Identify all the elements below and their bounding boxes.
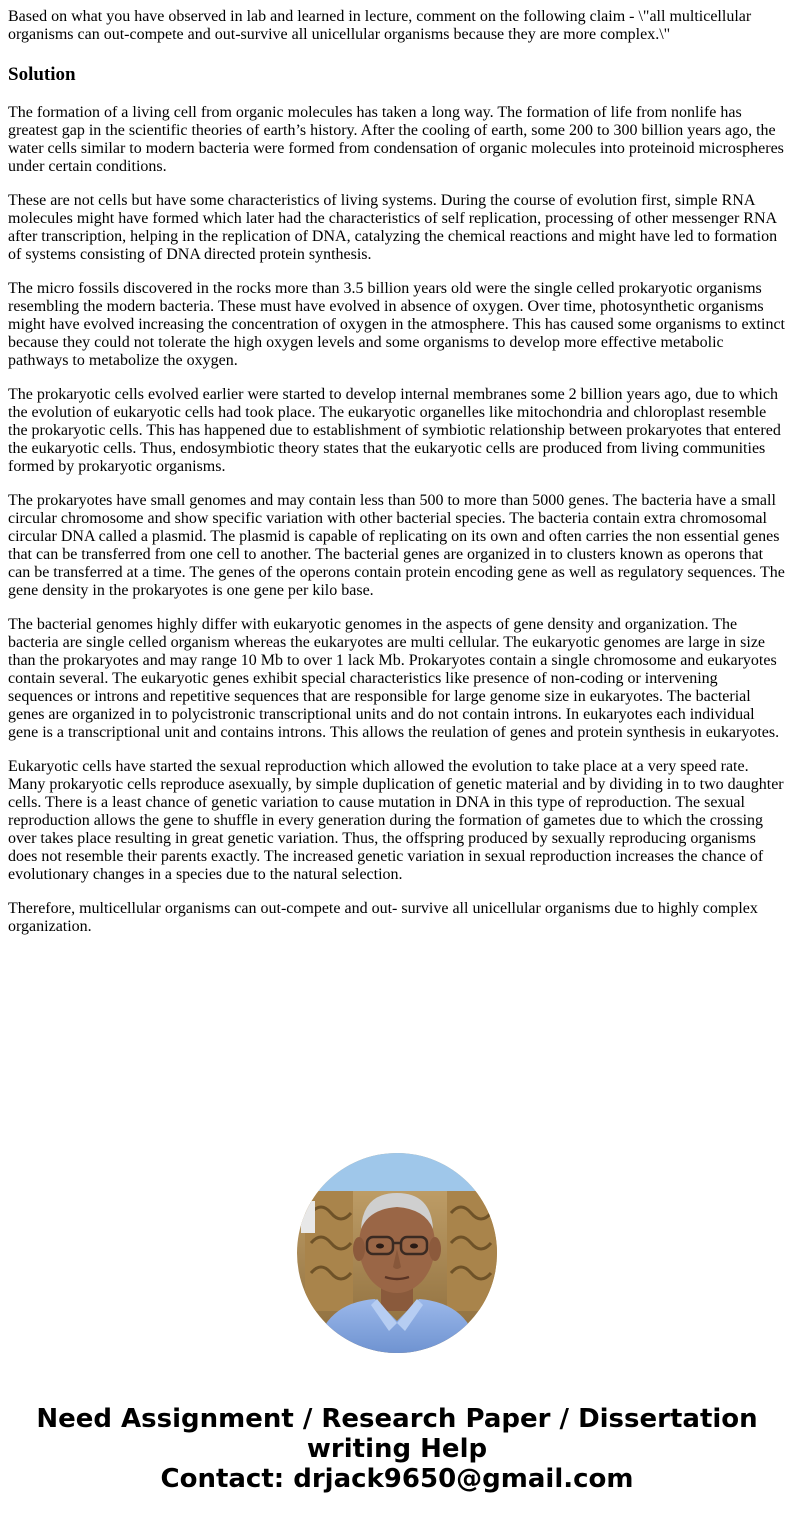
- conclusion-paragraph: Therefore, multicellular organisms can out-compete and out- survive all unicellular organisms due to highly complex organization.: [8, 900, 758, 935]
- document-body: [8, 8, 786, 936]
- question-text: Based on what you have observed in lab and learned in lecture, comment on the following claim - \"all multicellular organisms can out-compete and out-survive all unicellular organisms because they are more complex.\": [8, 8, 752, 43]
- author-avatar: [297, 1153, 497, 1353]
- author-portrait: [297, 1153, 497, 1353]
- solution-paragraph-1: The formation of a living cell from organic molecules has taken a long way. The formation of life from nonlife has greatest gap in the scientific theories of earth’s history. After the cooling of earth, some 200 to 300 billion years ago, the water cells similar to modern bacteria were formed from condensation of organic molecules into proteinoid microspheres under certain conditions.: [8, 104, 784, 175]
- solution-heading: Solution: [8, 64, 76, 85]
- solution-paragraph-2: These are not cells but have some characteristics of living systems. During the course of evolution first, simple RNA molecules might have formed which later had the characteristics of self replication, processing of other messenger RNA after transcription, helping in the replication of DNA, catalyzing the chemical reactions and might have led to formation of systems consisting of DNA directed protein synthesis.: [8, 192, 778, 263]
- solution-paragraph-6: The bacterial genomes highly differ with eukaryotic genomes in the aspects of gene density and organization. The bacteria are single celled organism whereas the eukaryotes are multi cellular. The eukaryotic genomes are large in size than the prokaryotes and may range 10 Mb to over 1 lack Mb. Prokaryotes contain a single chromosome and eukaryotes contain several. The eukaryotic genes exhibit special characteristics like presence of non-coding or intervening sequences or introns and repetitive sequences that are responsible for large genome size in eukaryotes. The bacterial genes are organized in to polycistronic transcriptional units and do not contain introns. In eukaryotes each individual gene is a transcriptional unit and contains introns. This allows the reulation of genes and protein synthesis in eukaryotes.: [8, 616, 780, 741]
- solution-paragraph-4: The prokaryotic cells evolved earlier were started to develop internal membranes some 2 billion years ago, due to which the evolution of eukaryotic cells had took place. The eukaryotic organelles like mitochondria and chloroplast resemble the prokaryotic cells. This has happened due to establishment of symbiotic relationship between prokaryotes that entered the eukaryotic cells. Thus, endosymbiotic theory states that the eukaryotic cells are produced from living communities formed by prokaryotic organisms.: [8, 386, 781, 475]
- solution-paragraph-5: The prokaryotes have small genomes and may contain less than 500 to more than 5000 genes. The bacteria have a small circular chromosome and show specific variation with other bacterial species. The bacteria contain extra chromosomal circular DNA called a plasmid. The plasmid is capable of replicating on its own and often carries the non essential genes that can be transferred from one cell to another. The bacterial genes are organized in to clusters known as operons that can be transferred at a time. The genes of the operons contain protein encoding gene as well as regulatory sequences. The gene density in the prokaryotes is one gene per kilo base.: [8, 492, 785, 599]
- solution-paragraph-7: Eukaryotic cells have started the sexual reproduction which allowed the evolution to take place at a very speed rate. Many prokaryotic cells reproduce asexually, by simple duplication of genetic material and by dividing in to two daughter cells. There is a least chance of genetic variation to cause mutation in DNA in this type of reproduction. The sexual reproduction allows the gene to shuffle in every generation during the formation of gametes due to which the crossing over takes place resulting in great genetic variation. Thus, the offspring produced by sexually reproducing organisms does not resemble their parents exactly. The increased genetic variation in sexual reproduction increases the chance of evolutionary changes in a species due to the natural selection.: [8, 758, 784, 883]
- footer-line-2: writing Help: [306, 1434, 488, 1464]
- footer-line-1: Need Assignment / Research Paper / Dissertation: [36, 1404, 758, 1434]
- solution-paragraph-3: The micro fossils discovered in the rocks more than 3.5 billion years old were the single celled prokaryotic organisms resembling the modern bacteria. These must have evolved in absence of oxygen. Over time, photosynthetic organisms might have evolved increasing the concentration of oxygen in the atmosphere. This has caused some organisms to extinct because they could not tolerate the high oxygen levels and some organisms to develop more effective metabolic pathways to metabolize the oxygen.: [8, 280, 785, 369]
- contact-footer: [0, 1404, 794, 1494]
- footer-contact-line: Contact: drjack9650@gmail.com: [160, 1464, 634, 1494]
